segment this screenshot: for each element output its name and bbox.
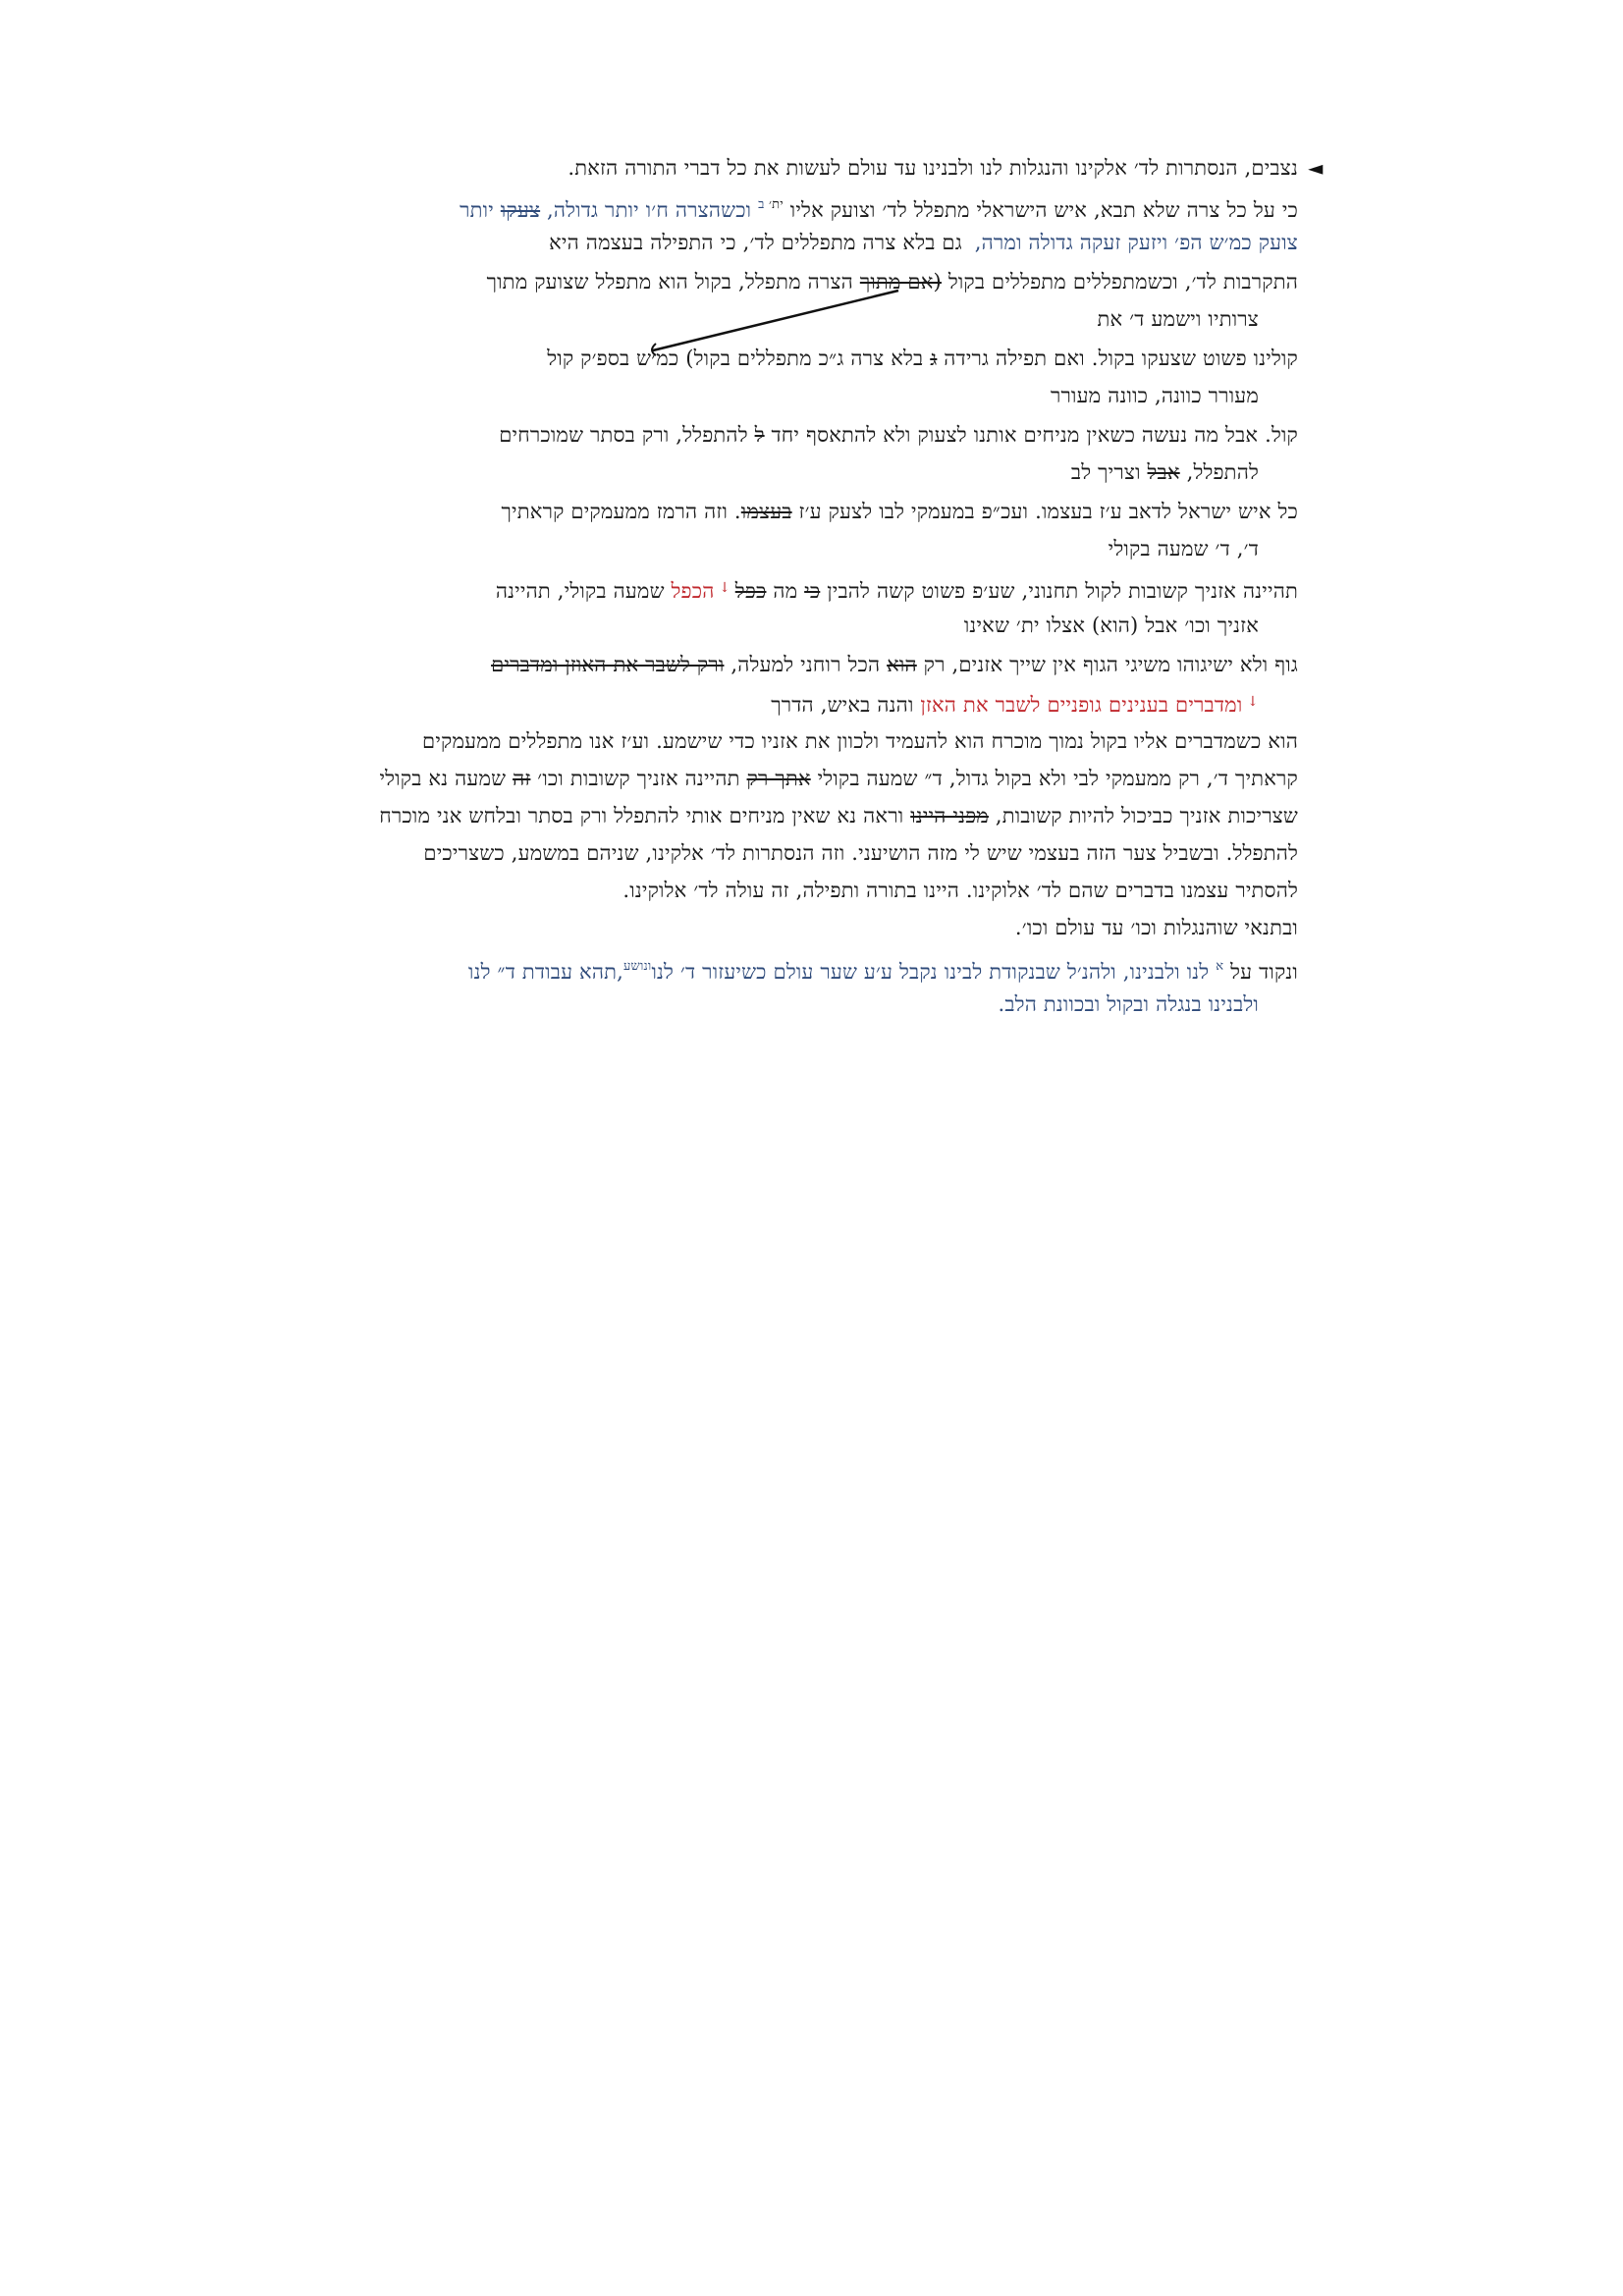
- text-line: גוף ולא ישיגוהו משיגי הגוף אין שייך אזנים, רק הוא הכל רוחני למעלה, ורק לשבר את האוזן ומדברים: [491, 653, 1298, 676]
- text-line: אזניך וכו׳ אבל (הוא) אצלו ית׳ שאינו: [963, 614, 1259, 637]
- text-line: שצריכות אזניך כביכול להיות קשובות, מפני היינו וראה נא שאין מניחים אותי להתפלל ורק בסתר ובלחש אני מוכרח: [379, 804, 1298, 828]
- text-line: קראתיך ד׳, רק ממעמקי לבי ולא בקול גדול, ד״ שמעה בקולי אתך רק תהיינה אזניך קשובות וכו׳ זה שמעה נא בקולי: [379, 767, 1298, 790]
- text-line: צועק כמ׳ש הפ׳ ויזעק זעקה גדולה ומרה, גם בלא צרה מתפללים לד׳, כי התפילה בעצמה היא: [549, 231, 1298, 254]
- text-line: כי על כל צרה שלא תבא, איש הישראלי מתפלל לד׳ וצועק אליו $^{ית׳}$ $^ב$ וכשהצרה ח׳ו יותר גדולה, צעקו יותר: [460, 197, 1298, 222]
- insert-arrow-icon: ↓: [1242, 694, 1259, 710]
- connector-stroke: [653, 291, 898, 350]
- text-line: התקרבות לד׳, וכשמתפללים מתפללים בקול (אם מתוך הצרה מתפלל, בקול הוא מתפלל שצועק מתוך: [486, 270, 1298, 294]
- text-line: קול. אבל מה נעשה כשאין מניחים אותנו לצעוק ולא להתאסף יחד ל להתפלל, ורק בסתר שמוכרחים: [499, 423, 1298, 447]
- text-line: ובתנאי שוהנגלות וכו׳ עד עולם וכו׳.: [1014, 916, 1298, 939]
- text-line: מעורר כוונה, כוונה מעורר: [1050, 384, 1259, 407]
- text-line: להתפלל, אבל וצריך לב: [1070, 460, 1259, 484]
- text-line: ד׳, ד׳ שמעה בקולי: [1108, 537, 1259, 561]
- text-line: ונקוד על $^א$ לנו ולבנינו, ולהנ׳ל שבנקודת לבינו נקבל ע׳ע שער עולם כשיעזור ד׳ לנו$^{ונושע}$,תהא עבודת ד״ לנו: [468, 959, 1298, 984]
- text-line: להסתיר עצמנו בדברים שהם לד׳ אלוקינו. היינו בתורה ותפילה, זה עולה לד׳ אלוקינו.: [622, 879, 1298, 902]
- text-line: תהיינה אזניך קשובות לקול תחנוני, שע׳פ פשוט קשה להבין כי מה כפל ↓ הכפל שמעה בקולי, תהיינה: [495, 579, 1298, 603]
- insert-arrow-icon: ↓: [714, 580, 735, 596]
- text-line: צרותיו וישמע ד׳ את: [1097, 307, 1259, 331]
- text-line: כל איש ישראל לדאב ע׳ז בעצמו. ועכ״פ במעמקי לבו לצעק ע׳ז בעצמו. וזה הרמז ממעמקים קראתיך: [501, 500, 1298, 523]
- text-line: הוא כשמדברים אליו בקול נמוך מוכרח הוא להעמיד ולכוון את אזניו כדי שישמע. וע׳ז אנו מתפללים ממעמקים: [422, 729, 1298, 753]
- text-line: ולבנינו בנגלה ובקול ובכוונת הלב.: [998, 992, 1259, 1016]
- text-line: קולינו פשוט שצעקו בקול. ואם תפילה גרידה ג בלא צרה ג״כ מתפללים בקול) כמ׳ש בספ׳ק קול: [547, 347, 1298, 370]
- bullet-marker-icon: ◄: [1308, 156, 1324, 180]
- text-line: נצבים, הנסתרות לד׳ אלקינו והנגלות לנו ולבנינו עד עולם לעשות את כל דברי התורה הזאת.: [568, 156, 1298, 180]
- text-line: להתפלל. ובשביל צער הזה בעצמי שיש לי מזה הושיעני. וזה הנסתרות לד׳ אלקינו, שניהם במשמע, כשצריכים: [423, 841, 1298, 865]
- text-line: ↓ ומדברים בענינים גופניים לשבר את האזן והנה באיש, הדרך: [771, 693, 1259, 717]
